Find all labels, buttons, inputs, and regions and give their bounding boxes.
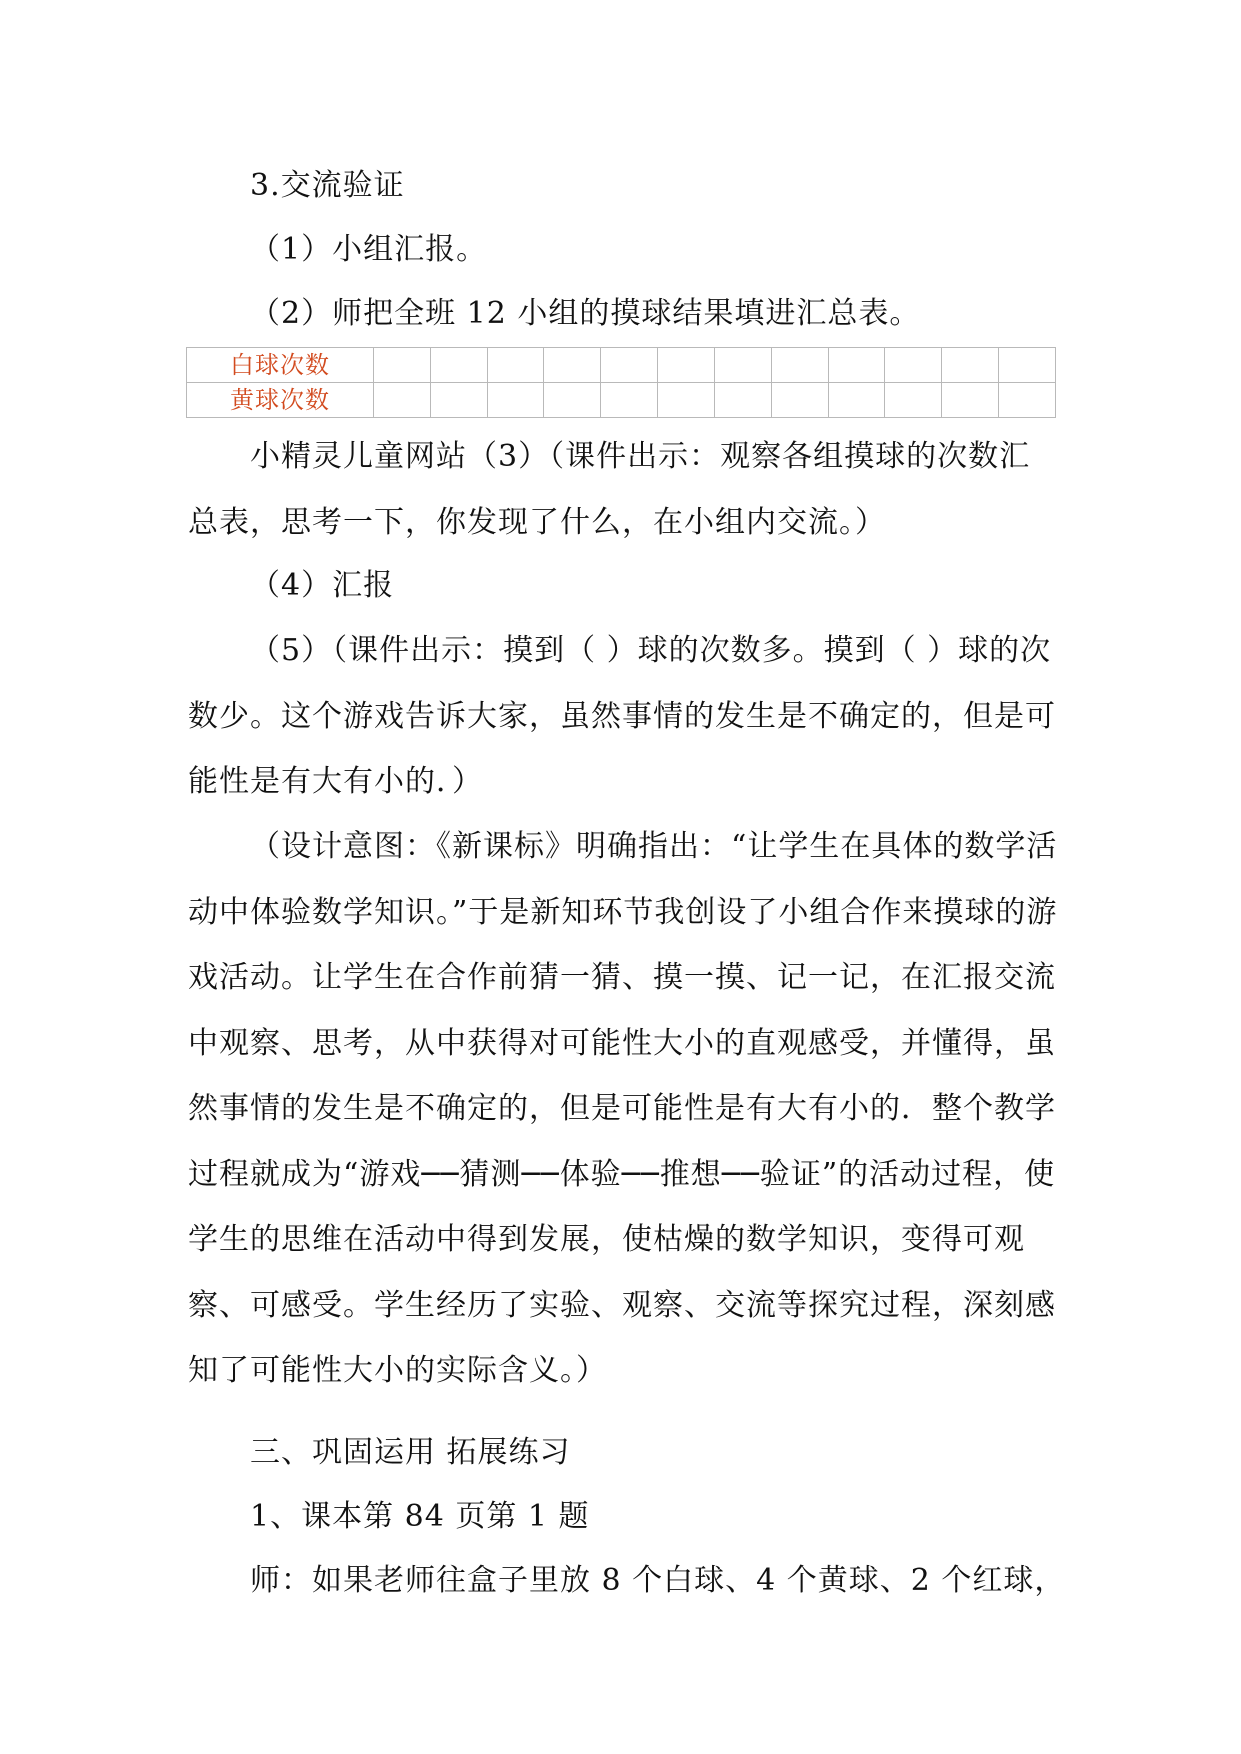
tally-cell [999, 348, 1056, 383]
step-4-text: （4）汇报 [250, 568, 395, 603]
tally-cell [658, 348, 715, 383]
step-2-text: （2）师把全班 12 小组的摸球结果填进汇总表。 [250, 296, 921, 331]
tally-cell [885, 348, 942, 383]
tally-cell [885, 383, 942, 418]
tally-cell [714, 383, 771, 418]
teacher-line-text: 师：如果老师往盒子里放 8 个白球、4 个黄球、2 个红球， [250, 1563, 1066, 1598]
tally-cell [658, 383, 715, 418]
tally-cell [430, 348, 487, 383]
tally-cell [487, 383, 544, 418]
tally-cell [374, 348, 431, 383]
step-3-paragraph: 小精灵儿童网站（3）（课件出示：观察各组摸球的次数汇总表，思考一下，你发现了什么，在小组内交流。） [188, 439, 1031, 540]
exercise-1-text: 1、课本第 84 页第 1 题 [250, 1499, 590, 1534]
tally-cell [374, 383, 431, 418]
tally-row [187, 383, 1056, 418]
step-1-text: （1）小组汇报。 [250, 232, 488, 267]
step-5-paragraph: （5）（课件出示：摸到（ ）球的次数多。摸到（ ）球的次数少。这个游戏告诉大家，虽然事情的发生是不确定的，但是可能性是有大有小的．） [188, 633, 1056, 799]
tally-row-label: 黄球次数 [187, 383, 374, 418]
section-3-title: 3.交流验证 [250, 168, 405, 203]
tally-cell [601, 348, 658, 383]
part-3-heading: 三、巩固运用 拓展练习 [250, 1435, 571, 1470]
tally-row [187, 348, 1056, 383]
tally-table [186, 347, 1056, 418]
design-intent-paragraph: （设计意图：《新课标》明确指出：“让学生在具体的数学活动中体验数学知识。”于是新知环节我创设了小组合作来摸球的游戏活动。让学生在合作前猜一猜、摸一摸、记一记，在汇报交流中观察、思考，从中获得对可能性大小的直观感受，并懂得，虽然事情的发生是不确定的，但是可能性是有大有小的．整个教学过程就成为“游戏──猜测──体验──推想──验证”的活动过程，使学生的思维在活动中得到发展，使枯燥的数学知识，变得可观察、可感受。学生经历了实验、观察、交流等探究过程，深刻感知了可能性大小的实际含义。） [188, 829, 1058, 1388]
tally-cell [828, 383, 885, 418]
tally-cell [942, 348, 999, 383]
tally-cell [544, 383, 601, 418]
tally-cell [999, 383, 1056, 418]
tally-cell [828, 348, 885, 383]
tally-cell [430, 383, 487, 418]
tally-cell [942, 383, 999, 418]
tally-cell [544, 348, 601, 383]
tally-cell [601, 383, 658, 418]
tally-cell [771, 383, 828, 418]
tally-cell [714, 348, 771, 383]
tally-cell [771, 348, 828, 383]
tally-row-label: 白球次数 [187, 348, 374, 383]
tally-cell [487, 348, 544, 383]
